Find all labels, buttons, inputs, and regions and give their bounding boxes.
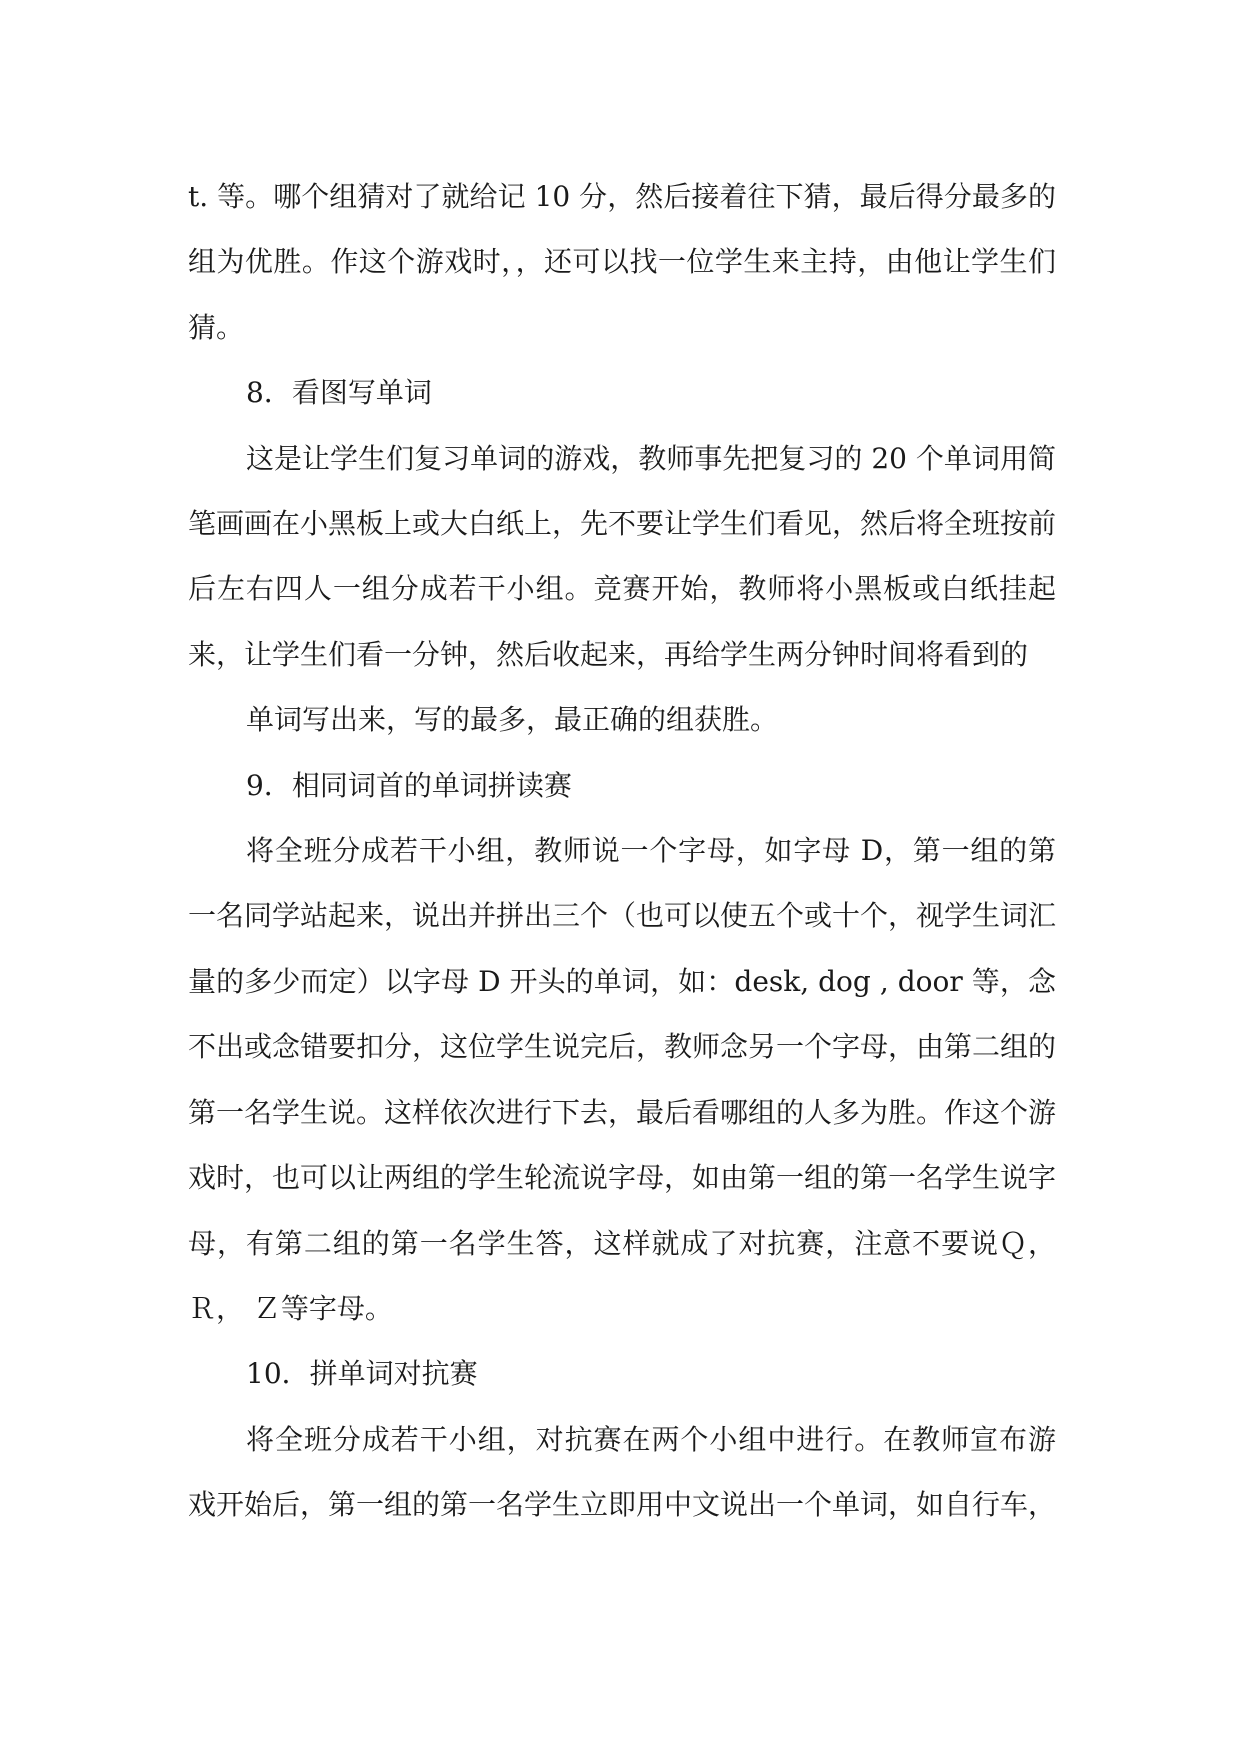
paragraph-8-conclusion: 单词写出来，写的最多，最正确的组获胜。 <box>246 703 779 737</box>
section-heading-8: 8．看图写单词 <box>246 376 432 410</box>
section-heading-9: 9．相同词首的单词拼读赛 <box>246 768 572 802</box>
paragraph-continued: t. 等。哪个组猜对了就给记 10 分，然后接着往下猜，最后得分最多的组为优胜。作这个游戏时，，还可以找一位学生来主持，由他让学生们猜。 <box>188 180 1056 344</box>
section-heading-10: 10．拼单词对抗赛 <box>246 1357 478 1391</box>
paragraph-9-body: 将全班分成若干小组，教师说一个字母，如字母 D，第一组的第一名同学站起来，说出并拼出三个（也可以使五个或十个，视学生词汇量的多少而定）以字母 D 开头的单词，如：desk, dog , door 等，念不出或念错要扣分，这位学生说完后，教师念另一个字母，由第二组的第一名学生说。这样依次进行下去，最后看哪组的人多为胜。作这个游戏时，也可以让两组的学生轮流说字母，如由第一组的第一名学生说字母，有第二组的第一名学生答，这样就成了对抗赛，注意不要说Ｑ， Ｒ， Ｚ等字母。 <box>188 834 1057 1325</box>
paragraph-8-body: 这是让学生们复习单词的游戏，教师事先把复习的 20 个单词用简笔画画在小黑板上或大白纸上，先不要让学生们看见，然后将全班按前后左右四人一组分成若干小组。竞赛开始，教师将小黑板或白纸挂起来，让学生们看一分钟，然后收起来，再给学生两分钟时间将看到的 <box>188 441 1057 671</box>
document-page <box>188 164 1056 1538</box>
paragraph-10-body: 将全班分成若干小组，对抗赛在两个小组中进行。在教师宣布游戏开始后，第一组的第一名学生立即用中文说出一个单词，如自行车， <box>188 1422 1057 1522</box>
